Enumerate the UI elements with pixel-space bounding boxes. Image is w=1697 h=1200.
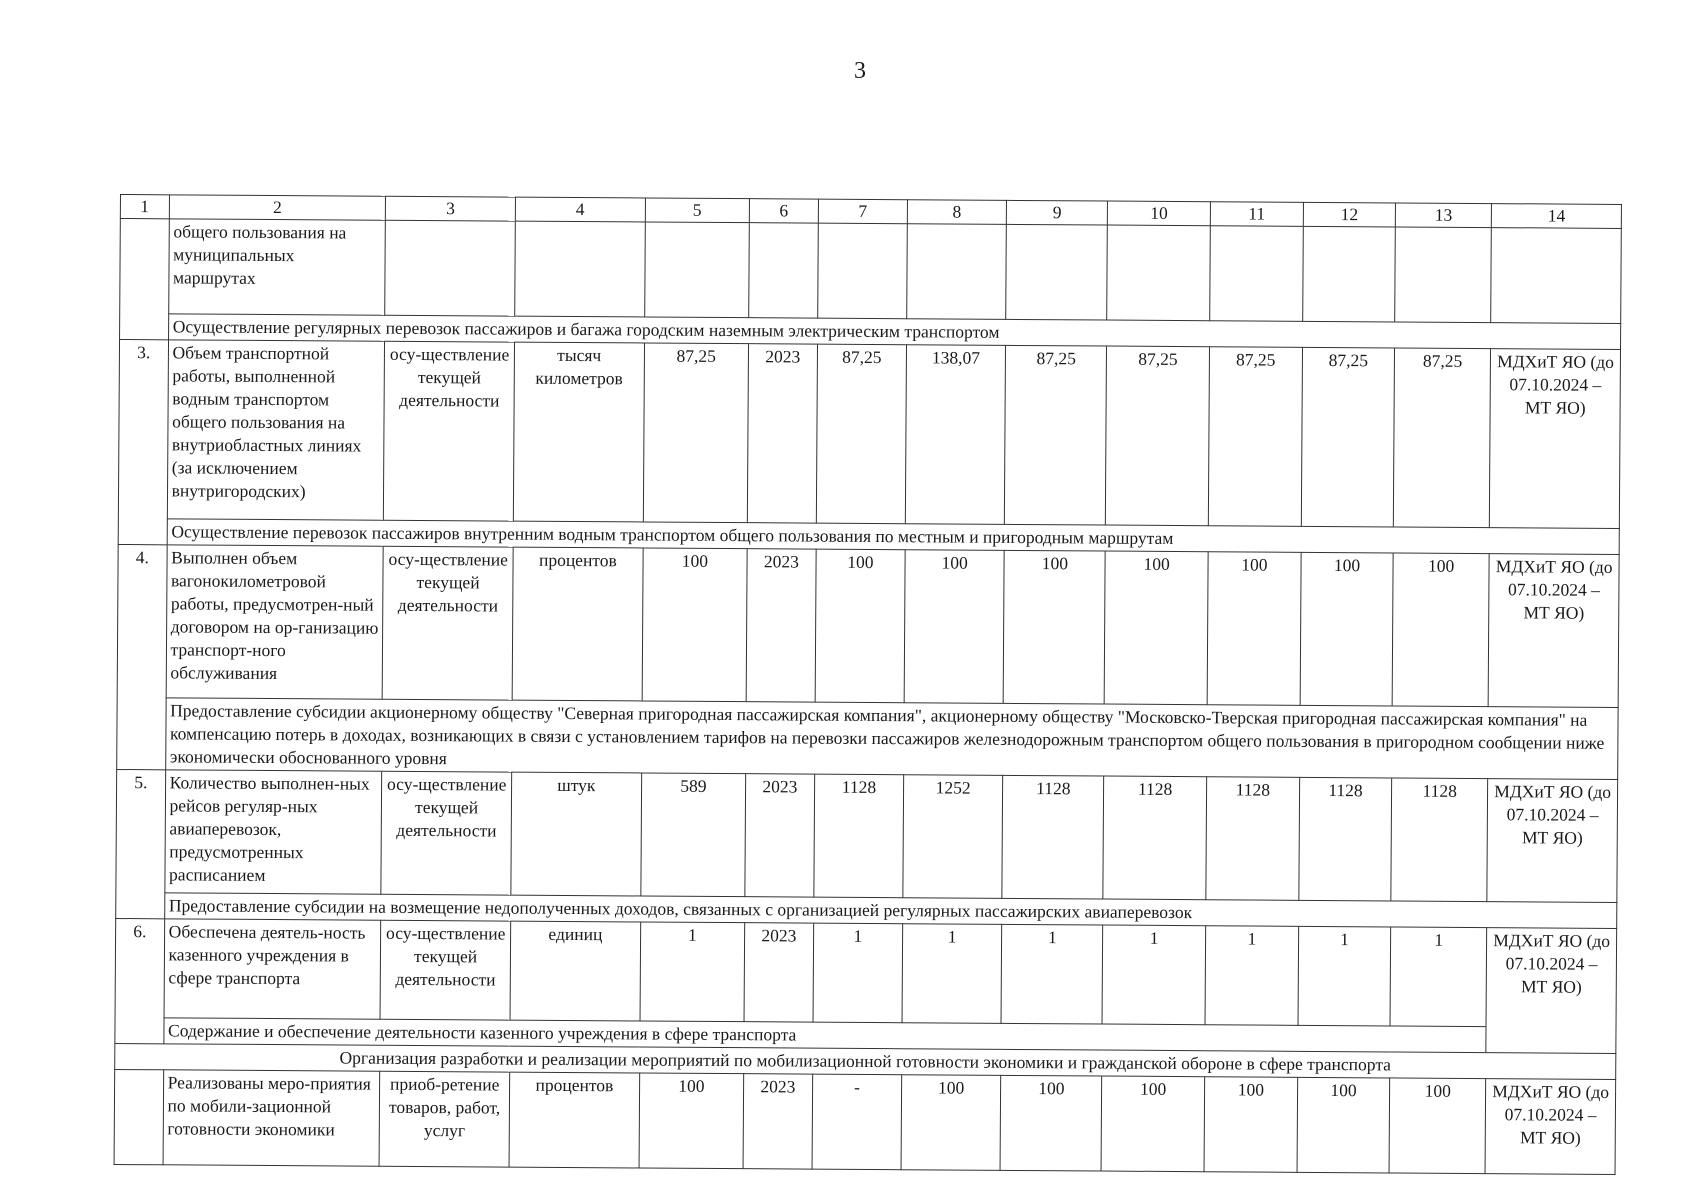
header-cell: 11 <box>1210 202 1303 227</box>
value-cell: 100 <box>1389 1078 1486 1174</box>
section-row <box>117 697 1618 779</box>
table-row <box>120 219 1622 324</box>
value-cell: 2023 <box>747 344 817 523</box>
header-cell: 14 <box>1492 204 1622 229</box>
unit: процентов <box>509 1072 639 1168</box>
header-cell: 12 <box>1303 202 1395 227</box>
value-cell: 1128 <box>1103 776 1206 900</box>
section-title: Организация разработки и реализации мероприятий по мобилизационной готовности экономики и гражданской обороне в сфере транспорта <box>115 1043 1616 1079</box>
header-cell: 3 <box>386 196 516 221</box>
value-cell: 138,07 <box>905 345 1005 525</box>
header-cell: 8 <box>907 200 1006 225</box>
section-title: Осуществление перевозок пассажиров внутренним водным транспортом общего пользования по местным и пригородным маршрутам <box>167 519 1620 555</box>
indicators-table <box>114 194 1622 1175</box>
value-cell: 87,25 <box>1005 345 1107 525</box>
value-cell: 1252 <box>903 775 1003 899</box>
section-title: Осуществление регулярных перевозок пассажиров и багажа городским наземным электрическим транспортом <box>168 314 1621 350</box>
value-cell: 100 <box>642 548 747 702</box>
value-cell: 2023 <box>743 1074 812 1169</box>
value-cell: 100 <box>1000 1075 1102 1171</box>
value-cell: 1128 <box>814 774 904 898</box>
value-cell: 100 <box>639 1073 744 1169</box>
value-cell: 1128 <box>1299 777 1392 901</box>
responsible: МДХиТ ЯО (до 07.10.2024 – МТ ЯО) <box>1487 779 1618 903</box>
value-cell: 87,25 <box>1393 348 1490 528</box>
value-cell: 2023 <box>745 774 815 897</box>
responsible: МДХиТ ЯО (до 07.10.2024 – МТ ЯО) <box>1490 349 1621 529</box>
value-cell: 100 <box>1300 552 1393 706</box>
header-cell: 5 <box>645 198 749 223</box>
indicator-name: Количество выполнен-ных рейсов регуляр-ных авиаперевозок, предусмотренных расписанием <box>164 770 382 894</box>
page-number: 3 <box>854 58 866 84</box>
value-cell: 100 <box>1105 551 1208 705</box>
row-number <box>114 1069 163 1164</box>
row-number: 6. <box>115 918 164 1043</box>
value-cell: 87,25 <box>816 344 906 524</box>
value-cell: 1 <box>1205 926 1299 1026</box>
activity-type: осу-ществление текущей деятельности <box>381 771 511 895</box>
value-cell: 100 <box>901 1075 1001 1171</box>
responsible: МДХиТ ЯО (до 07.10.2024 – МТ ЯО) <box>1486 928 1617 1054</box>
value-cell: 1 <box>1298 926 1391 1026</box>
activity-type: осу-ществление текущей деятельности <box>382 546 513 700</box>
unit: процентов <box>512 547 643 701</box>
value-cell: 1128 <box>1206 777 1300 901</box>
table-row <box>118 340 1620 529</box>
value-cell: 100 <box>1204 1077 1298 1173</box>
value-cell: 1 <box>813 923 903 1023</box>
table-row <box>116 769 1618 902</box>
value-cell: 1128 <box>1002 775 1104 899</box>
value-cell: 100 <box>1207 552 1301 706</box>
table-row <box>114 1069 1616 1174</box>
table-row <box>117 544 1619 707</box>
value-cell: 100 <box>1297 1077 1390 1173</box>
value-cell: 1 <box>1102 925 1205 1025</box>
value-cell: 100 <box>1101 1076 1204 1172</box>
section-title: Предоставление субсидии на возмещение недополученных доходов, связанных с организацией регулярных пассажирских авиаперевозок <box>164 893 1617 929</box>
value-cell: 1 <box>640 922 745 1022</box>
row-number-cell <box>120 219 169 340</box>
value-cell: 2023 <box>744 923 814 1022</box>
value-cell: - <box>812 1074 902 1170</box>
header-cell: 2 <box>169 195 386 220</box>
value-cell: 87,25 <box>1301 347 1394 527</box>
value-cell: 87,25 <box>643 343 748 523</box>
indicator-name: Объем транспортной работы, выполненной водным транспортом общего пользования на внутриобластных линиях (за исключением внутригородских) <box>167 340 385 520</box>
header-cell: 4 <box>515 197 645 222</box>
indicator-name: Реализованы меро-приятия по мобили-зационной готовности экономики <box>163 1070 380 1166</box>
value-cell: 100 <box>904 550 1004 704</box>
value-cell: 2023 <box>746 549 816 702</box>
activity-type: осу-ществление текущей деятельности <box>380 920 510 1020</box>
unit: штук <box>511 772 641 896</box>
responsible: МДХиТ ЯО (до 07.10.2024 – МТ ЯО) <box>1488 554 1619 708</box>
section-title: Содержание и обеспечение деятельности казенного учреждения в сфере транспорта <box>163 1018 1486 1053</box>
value-cell: 100 <box>1003 550 1105 704</box>
header-cell: 9 <box>1006 200 1107 225</box>
activity-type: приоб-ретение товаров, работ, услуг <box>379 1071 509 1167</box>
header-cell: 6 <box>749 199 818 223</box>
indicator-name: общего пользования на муниципальных маршрутах <box>168 219 385 315</box>
value-cell: 1 <box>1001 924 1103 1024</box>
row-number: 5. <box>116 769 166 918</box>
value-cell: 589 <box>640 773 745 897</box>
value-cell: 87,25 <box>1106 346 1209 526</box>
header-cell: 7 <box>818 199 907 224</box>
value-cell: 87,25 <box>1208 347 1302 527</box>
section-title: Предоставление субсидии акционерному обществу "Северная пригородная пассажирская компания", акционерному обществу "Московско-Тверская пригородная пассажирская компания" на компенсацию потерь в доходах, возникающих в связи с установлением тарифов на перевозки пассажиров железнодорожным транспортом общего пользования в пригородном сообщении ниже экономически обоснованного уровня <box>165 698 1618 780</box>
header-cell: 1 <box>120 195 169 219</box>
indicator-name: Выполнен объем вагонокилометровой работы, предусмотрен-ный договором на ор-ганизацию транспорт-ного обслуживания <box>166 545 384 699</box>
header-cell: 10 <box>1108 201 1210 226</box>
table-row <box>115 918 1617 1027</box>
responsible: МДХиТ ЯО (до 07.10.2024 – МТ ЯО) <box>1485 1079 1615 1175</box>
value-cell: 1128 <box>1391 778 1488 902</box>
value-cell: 1 <box>902 924 1002 1024</box>
value-cell: 100 <box>1392 553 1489 707</box>
row-number: 4. <box>117 544 167 769</box>
unit: единиц <box>510 921 640 1021</box>
header-cell: 13 <box>1395 203 1491 228</box>
row-number: 3. <box>118 340 168 545</box>
unit: тысяч километров <box>513 342 644 522</box>
value-cell: 1 <box>1390 927 1487 1027</box>
value-cell: 100 <box>815 549 905 703</box>
indicator-name: Обеспечена деятель-ность казенного учреждения в сфере транспорта <box>164 919 381 1019</box>
activity-type: осу-ществление текущей деятельности <box>384 341 515 521</box>
